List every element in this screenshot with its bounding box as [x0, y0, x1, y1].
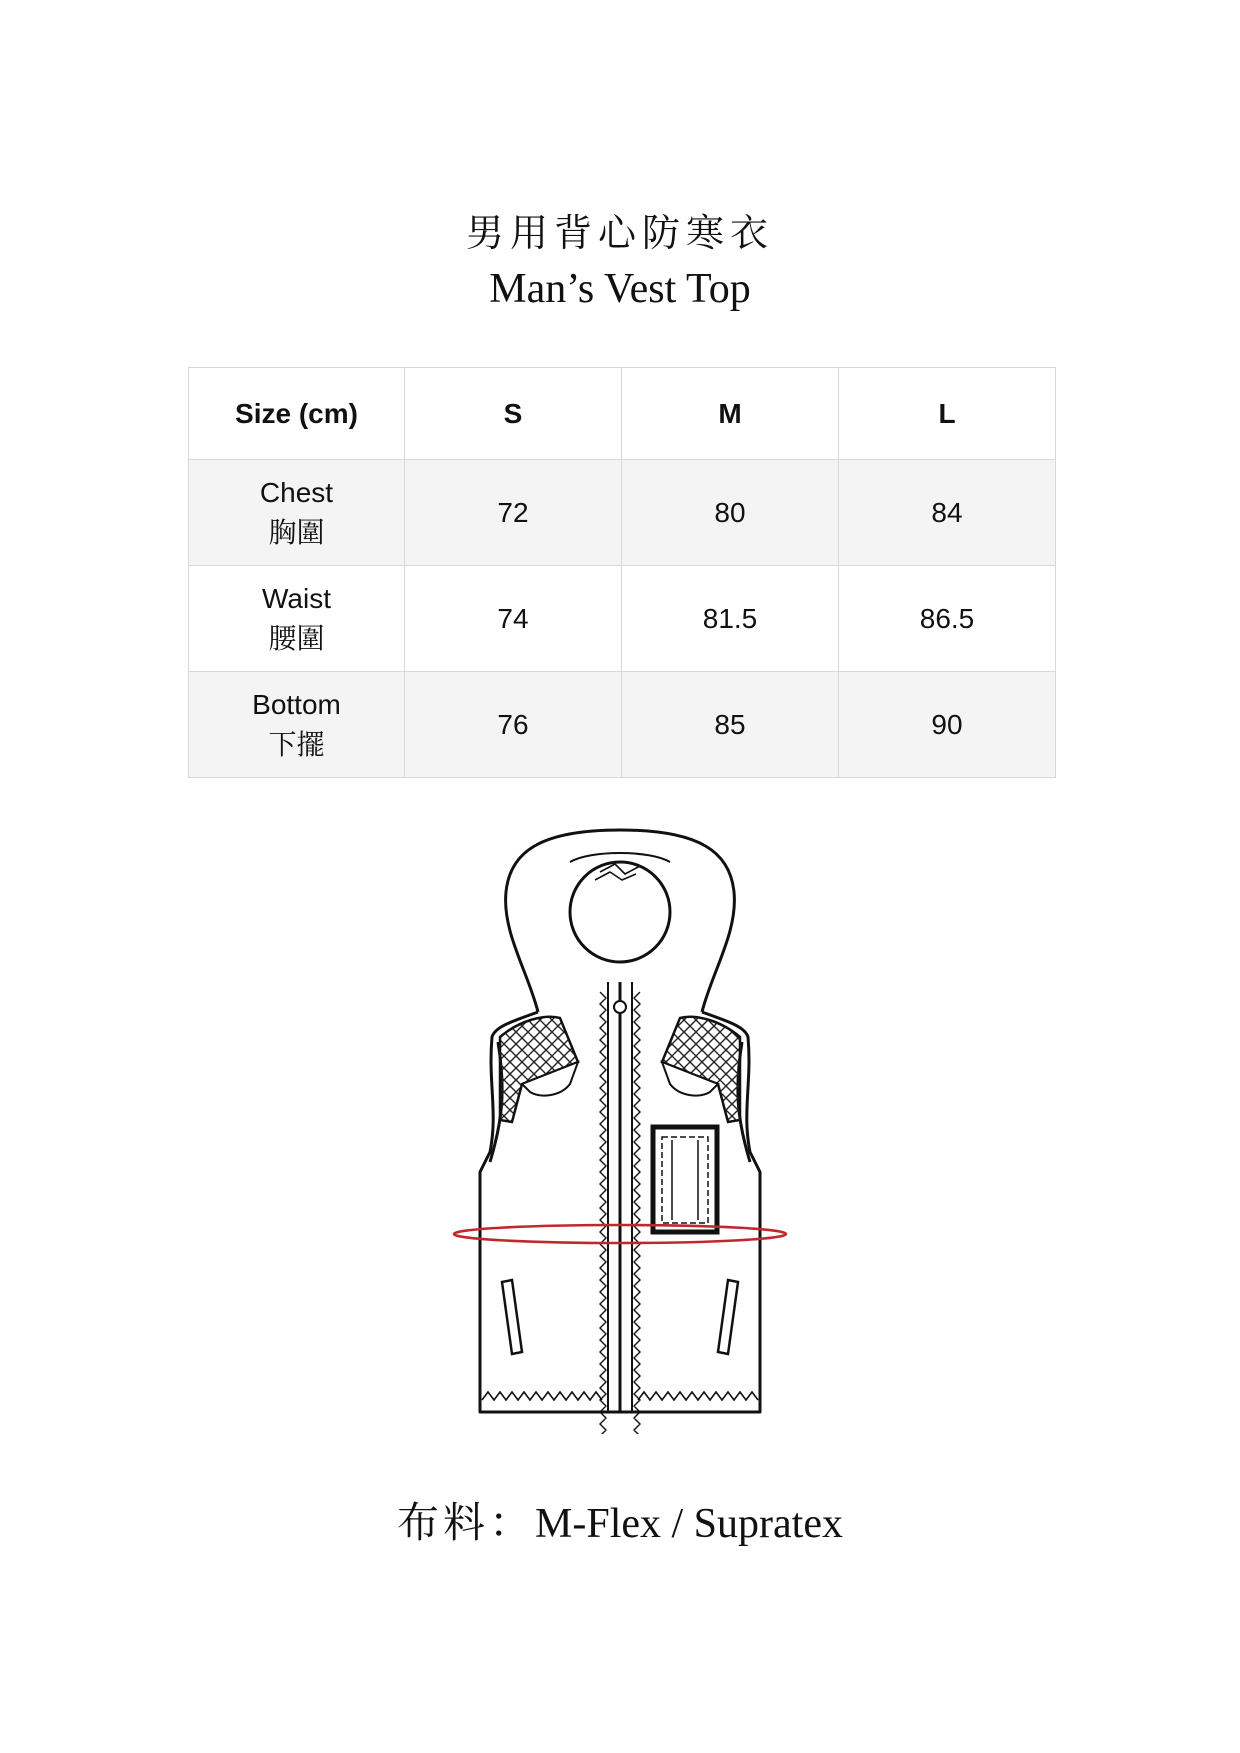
table-header-row: [189, 368, 1056, 460]
header-size-unit: Size (cm): [189, 368, 405, 460]
title-chinese: 男用背心防寒衣: [465, 211, 774, 255]
header-size-s: S: [405, 368, 622, 460]
fabric-label: 布料：: [397, 1498, 536, 1547]
table-cell: 85: [622, 672, 839, 778]
row-label-bottom: [189, 672, 405, 778]
header-size-m: M: [622, 368, 839, 460]
row-label-en: Chest: [259, 476, 334, 508]
row-label-en: Waist: [262, 582, 331, 614]
row-label-chest: [189, 460, 405, 566]
size-chart-table: [188, 367, 1056, 778]
table-cell: 72: [405, 460, 622, 566]
table-row-waist: [189, 566, 1056, 672]
row-label-en: Bottom: [252, 688, 341, 720]
header-size-l: L: [839, 368, 1056, 460]
table-cell: 84: [839, 460, 1056, 566]
title-english: Man’s Vest Top: [489, 266, 751, 312]
fabric-value: M-Flex / Supratex: [535, 1501, 843, 1547]
vest-diagram: [450, 822, 790, 1434]
vest-diagram-icon: [450, 822, 790, 1434]
table-cell: 76: [405, 672, 622, 778]
table-row-chest: [189, 460, 1056, 566]
row-label-waist: [189, 566, 405, 672]
fabric-info: [0, 1490, 1240, 1550]
row-label-zh: 下擺: [268, 728, 325, 760]
table-cell: 74: [405, 566, 622, 672]
row-label-zh: 腰圍: [268, 622, 325, 654]
table-cell: 81.5: [622, 566, 839, 672]
table-cell: 80: [622, 460, 839, 566]
table-row-bottom: [189, 672, 1056, 778]
table-cell: 90: [839, 672, 1056, 778]
table-cell: 86.5: [839, 566, 1056, 672]
row-label-zh: 胸圍: [268, 516, 325, 548]
title-block: [0, 210, 1240, 318]
